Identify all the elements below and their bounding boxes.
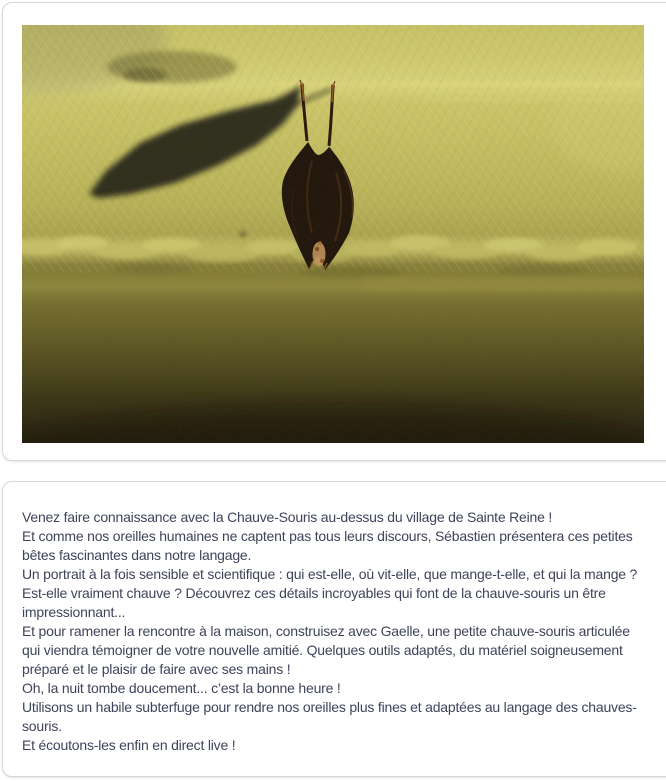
description-paragraph: Et pour ramener la rencontre à la maison, construisez avec Gaelle, une petite chauve-souris articulée qui viendra témoigner de votre nouvelle amitié. Quelques outils adaptés, du matériel soigneusement préparé et le plaisir de faire avec ses mains ! [22, 623, 630, 677]
description-paragraph: Et écoutons-les enfin en direct live ! [22, 737, 236, 753]
description-paragraphs [22, 508, 644, 755]
description-paragraph: Un portrait à la fois sensible et scientifique : qui est-elle, où vit-elle, que mange-t-elle, et qui la mange ? Est-elle vraiment chauve ? Découvrez ces détails incroyables qui font de la chauve-souris un être impressionnant... [22, 566, 638, 620]
bat-photo [22, 25, 644, 443]
description-paragraph: Oh, la nuit tombe doucement... c’est la bonne heure ! [22, 680, 341, 696]
photo-card [2, 2, 666, 461]
description-paragraph: Et comme nos oreilles humaines ne captent pas tous leurs discours, Sébastien présentera ces petites bêtes fascinantes dans notre langage. [22, 528, 633, 563]
description-paragraph: Utilisons un habile subterfuge pour rendre nos oreilles plus fines et adaptées au langage des chauves-souris. [22, 699, 637, 734]
description-paragraph: Venez faire connaissance avec la Chauve-Souris au-dessus du village de Sainte Reine ! [22, 509, 553, 525]
description-card [2, 481, 666, 777]
photo-grain-overlay [22, 25, 644, 443]
